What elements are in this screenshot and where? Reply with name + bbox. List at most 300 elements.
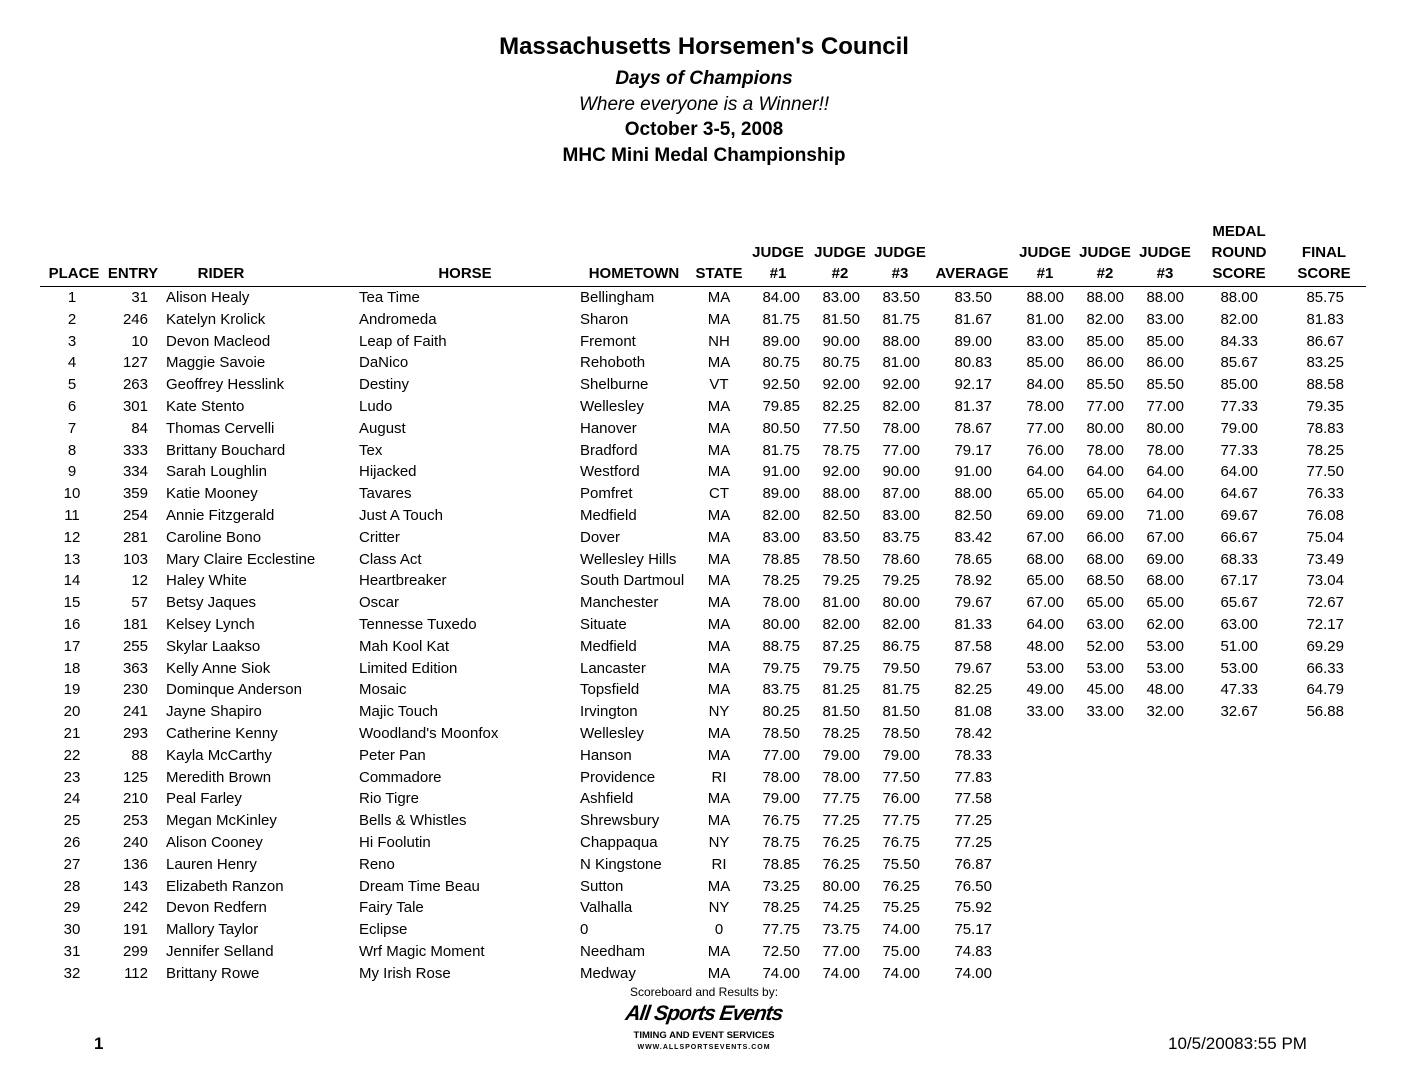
cell-j2: 76.25 bbox=[822, 834, 860, 851]
cell-place: 7 bbox=[67, 419, 77, 437]
cell-state: MA bbox=[707, 507, 731, 524]
cell-state: VT bbox=[709, 376, 729, 394]
cell-horse: Wrf Magic Moment bbox=[359, 943, 485, 960]
cell-j1: 84.00 bbox=[762, 289, 800, 306]
cell-m3: 62.00 bbox=[1146, 616, 1184, 633]
cell-entry: 263 bbox=[122, 376, 148, 394]
cell-hometown: Medfield bbox=[580, 507, 637, 524]
cell-entry: 334 bbox=[122, 463, 148, 481]
cell-horse: August bbox=[359, 419, 406, 437]
cell-average: 81.08 bbox=[954, 703, 992, 721]
cell-j2: 80.75 bbox=[822, 354, 860, 372]
cell-m1: 78.00 bbox=[1026, 398, 1064, 415]
cell-j3: 79.50 bbox=[882, 659, 920, 677]
table-row bbox=[0, 636, 1408, 658]
cell-average: 91.00 bbox=[954, 463, 992, 481]
cell-j2: 77.75 bbox=[822, 790, 860, 808]
cell-state: MA bbox=[707, 790, 731, 808]
cell-final: 72.67 bbox=[1306, 594, 1344, 612]
cell-medal: 64.00 bbox=[1220, 463, 1258, 481]
cell-final: 76.08 bbox=[1306, 507, 1344, 524]
cell-j1: 78.50 bbox=[762, 725, 800, 742]
cell-horse: Mah Kool Kat bbox=[359, 637, 450, 655]
cell-j3: 75.50 bbox=[882, 855, 920, 873]
cell-average: 75.92 bbox=[954, 899, 992, 917]
cell-place: 29 bbox=[63, 899, 81, 917]
cell-medal: 68.33 bbox=[1220, 550, 1258, 568]
cell-m1: 81.00 bbox=[1026, 310, 1064, 328]
cell-j2: 74.25 bbox=[822, 899, 860, 917]
page-number: 1 bbox=[94, 1034, 104, 1053]
table-row bbox=[0, 396, 1408, 418]
cell-rider: Katie Mooney bbox=[166, 485, 258, 503]
cell-m2: 65.00 bbox=[1086, 594, 1124, 612]
cell-entry: 31 bbox=[131, 289, 148, 306]
cell-m2: 68.00 bbox=[1086, 550, 1124, 568]
cell-hometown: Wellesley bbox=[580, 398, 644, 415]
cell-state: MA bbox=[707, 812, 731, 830]
cell-horse: Andromeda bbox=[359, 310, 437, 328]
cell-place: 14 bbox=[63, 572, 81, 590]
cell-j2: 88.00 bbox=[822, 485, 860, 503]
cell-m3: 85.00 bbox=[1146, 332, 1184, 350]
cell-rider: Jennifer Selland bbox=[166, 943, 274, 960]
cell-j1: 88.75 bbox=[762, 637, 800, 655]
cell-j3: 77.50 bbox=[882, 768, 920, 786]
cell-average: 77.58 bbox=[954, 790, 992, 808]
cell-j1: 83.00 bbox=[762, 528, 800, 546]
cell-final: 79.35 bbox=[1306, 398, 1344, 415]
cell-place: 28 bbox=[63, 877, 81, 895]
cell-horse: Dream Time Beau bbox=[359, 877, 480, 895]
cell-horse: Heartbreaker bbox=[359, 572, 447, 590]
cell-final: 73.49 bbox=[1306, 550, 1344, 568]
cell-j2: 83.50 bbox=[822, 528, 860, 546]
cell-horse: DaNico bbox=[359, 354, 409, 372]
cell-entry: 181 bbox=[122, 616, 148, 633]
cell-state: MA bbox=[707, 637, 731, 655]
cell-entry: 127 bbox=[122, 354, 148, 372]
cell-horse: Eclipse bbox=[359, 921, 408, 939]
cell-j2: 82.25 bbox=[822, 398, 860, 415]
cell-hometown: Medway bbox=[580, 964, 636, 982]
cell-m2: 85.00 bbox=[1086, 332, 1124, 350]
cell-horse: Woodland's Moonfox bbox=[359, 725, 499, 742]
cell-final: 78.25 bbox=[1306, 441, 1344, 459]
cell-entry: 363 bbox=[122, 659, 148, 677]
cell-entry: 241 bbox=[122, 703, 148, 721]
cell-j1: 82.00 bbox=[762, 507, 800, 524]
cell-medal: 67.17 bbox=[1220, 572, 1258, 590]
cell-m3: 68.00 bbox=[1146, 572, 1184, 590]
cell-m1: 84.00 bbox=[1026, 376, 1064, 394]
cell-final: 86.67 bbox=[1306, 332, 1344, 350]
table-row bbox=[0, 418, 1408, 440]
cell-m2: 52.00 bbox=[1086, 637, 1124, 655]
table-row bbox=[0, 723, 1408, 745]
cell-j3: 75.25 bbox=[882, 899, 920, 917]
cell-j2: 73.75 bbox=[822, 921, 860, 939]
cell-j2: 80.00 bbox=[822, 877, 860, 895]
cell-rider: Jayne Shapiro bbox=[166, 703, 262, 721]
cell-medal: 47.33 bbox=[1220, 681, 1258, 699]
cell-hometown: Medfield bbox=[580, 637, 637, 655]
cell-j1: 81.75 bbox=[762, 310, 800, 328]
cell-rider: Haley White bbox=[166, 572, 247, 590]
cell-j1: 79.85 bbox=[762, 398, 800, 415]
cell-horse: Hi Foolutin bbox=[359, 834, 431, 851]
cell-m2: 78.00 bbox=[1086, 441, 1124, 459]
report-dates: October 3-5, 2008 bbox=[624, 119, 784, 140]
cell-m1: 68.00 bbox=[1026, 550, 1064, 568]
cell-entry: 299 bbox=[122, 943, 148, 960]
cell-j1: 80.25 bbox=[762, 703, 800, 721]
cell-average: 78.92 bbox=[954, 572, 992, 590]
cell-hometown: 0 bbox=[580, 921, 589, 939]
cell-m2: 66.00 bbox=[1086, 528, 1124, 546]
cell-m3: 83.00 bbox=[1146, 310, 1184, 328]
table-row bbox=[0, 309, 1408, 331]
cell-j3: 87.00 bbox=[882, 485, 920, 503]
cell-medal: 64.67 bbox=[1220, 485, 1258, 503]
cell-medal: 32.67 bbox=[1220, 703, 1258, 721]
cell-average: 79.17 bbox=[954, 441, 992, 459]
cell-hometown: Chappaqua bbox=[580, 834, 658, 851]
cell-m1: 88.00 bbox=[1026, 289, 1064, 306]
cell-place: 11 bbox=[64, 507, 80, 524]
cell-m1: 67.00 bbox=[1026, 528, 1064, 546]
cell-state: MA bbox=[707, 463, 731, 481]
cell-j3: 81.75 bbox=[882, 681, 920, 699]
cell-j1: 89.00 bbox=[762, 332, 800, 350]
header-state: STATE bbox=[695, 265, 743, 282]
cell-state: MA bbox=[707, 616, 731, 633]
cell-average: 79.67 bbox=[954, 594, 992, 612]
cell-m2: 85.50 bbox=[1086, 376, 1124, 394]
cell-entry: 191 bbox=[122, 921, 148, 939]
cell-place: 26 bbox=[63, 834, 81, 851]
table-row bbox=[0, 941, 1408, 963]
header-judge2-line1: JUDGE bbox=[814, 244, 866, 261]
table-row bbox=[0, 919, 1408, 941]
cell-entry: 103 bbox=[122, 550, 148, 568]
cell-hometown: Westford bbox=[580, 463, 640, 481]
header-medal-line2: ROUND bbox=[1211, 244, 1267, 261]
cell-hometown: Topsfield bbox=[580, 681, 640, 699]
cell-hometown: Shelburne bbox=[580, 376, 649, 394]
cell-medal: 77.33 bbox=[1220, 441, 1258, 459]
cell-place: 25 bbox=[63, 812, 81, 830]
cell-entry: 12 bbox=[131, 572, 148, 590]
cell-j1: 79.00 bbox=[762, 790, 800, 808]
cell-average: 79.67 bbox=[954, 659, 992, 677]
cell-j3: 81.50 bbox=[882, 703, 920, 721]
cell-medal: 69.67 bbox=[1220, 507, 1258, 524]
table-row bbox=[0, 505, 1408, 527]
cell-place: 23 bbox=[63, 768, 81, 786]
cell-place: 15 bbox=[63, 594, 81, 612]
cell-rider: Meredith Brown bbox=[166, 768, 272, 786]
table-row bbox=[0, 287, 1408, 309]
cell-place: 2 bbox=[67, 310, 77, 328]
cell-entry: 136 bbox=[122, 855, 148, 873]
cell-average: 77.25 bbox=[954, 812, 992, 830]
cell-m1: 65.00 bbox=[1026, 485, 1064, 503]
table-row bbox=[0, 854, 1408, 876]
cell-j3: 92.00 bbox=[882, 376, 920, 394]
header-judge3-line1: JUDGE bbox=[874, 244, 926, 261]
cell-j2: 81.00 bbox=[822, 594, 860, 612]
cell-medal: 65.67 bbox=[1220, 594, 1258, 612]
table-row bbox=[0, 374, 1408, 396]
cell-rider: Brittany Bouchard bbox=[166, 441, 286, 459]
cell-j1: 89.00 bbox=[762, 485, 800, 503]
header-horse: HORSE bbox=[438, 265, 492, 282]
cell-j2: 79.00 bbox=[822, 746, 860, 764]
table-row bbox=[0, 701, 1408, 723]
cell-j1: 81.75 bbox=[762, 441, 800, 459]
cell-j1: 78.00 bbox=[762, 768, 800, 786]
table-row bbox=[0, 897, 1408, 919]
table-row bbox=[0, 832, 1408, 854]
cell-rider: Kayla McCarthy bbox=[166, 746, 272, 764]
cell-m1: 77.00 bbox=[1026, 419, 1064, 437]
cell-state: MA bbox=[707, 746, 731, 764]
cell-final: 77.50 bbox=[1306, 463, 1344, 481]
cell-j3: 88.00 bbox=[882, 332, 920, 350]
cell-entry: 125 bbox=[122, 768, 148, 786]
cell-j1: 77.00 bbox=[762, 746, 800, 764]
print-timestamp: 10/5/20083:55 PM bbox=[1168, 1034, 1307, 1053]
cell-place: 27 bbox=[63, 855, 81, 873]
cell-hometown: Wellesley bbox=[580, 725, 644, 742]
cell-entry: 301 bbox=[122, 398, 148, 415]
cell-j1: 83.75 bbox=[762, 681, 800, 699]
cell-j3: 79.25 bbox=[882, 572, 920, 590]
cell-m1: 53.00 bbox=[1026, 659, 1064, 677]
cell-m1: 49.00 bbox=[1026, 681, 1064, 699]
cell-horse: Tex bbox=[359, 441, 383, 459]
table-row bbox=[0, 592, 1408, 614]
cell-j3: 81.75 bbox=[882, 310, 920, 328]
cell-m2: 80.00 bbox=[1086, 419, 1124, 437]
cell-average: 92.17 bbox=[954, 376, 992, 394]
cell-place: 24 bbox=[63, 790, 81, 808]
cell-rider: Alison Healy bbox=[166, 289, 250, 306]
cell-place: 6 bbox=[67, 398, 77, 415]
event-name: MHC Mini Medal Championship bbox=[562, 145, 846, 166]
cell-place: 16 bbox=[63, 616, 81, 633]
cell-j2: 76.25 bbox=[822, 855, 860, 873]
cell-average: 76.87 bbox=[954, 855, 992, 873]
cell-j2: 87.25 bbox=[822, 637, 860, 655]
cell-m2: 69.00 bbox=[1086, 507, 1124, 524]
cell-average: 76.50 bbox=[954, 877, 992, 895]
cell-horse: Rio Tigre bbox=[359, 790, 420, 808]
cell-m1: 64.00 bbox=[1026, 463, 1064, 481]
cell-place: 32 bbox=[63, 964, 81, 982]
cell-m1: 48.00 bbox=[1026, 637, 1064, 655]
cell-average: 75.17 bbox=[954, 921, 992, 939]
cell-place: 8 bbox=[67, 441, 77, 459]
cell-m3: 53.00 bbox=[1146, 637, 1184, 655]
cell-horse: Mosaic bbox=[359, 681, 407, 699]
cell-entry: 242 bbox=[122, 899, 148, 917]
cell-entry: 253 bbox=[122, 812, 148, 830]
cell-entry: 84 bbox=[131, 419, 148, 437]
cell-state: MA bbox=[707, 398, 731, 415]
cell-state: RI bbox=[711, 768, 727, 786]
cell-average: 83.42 bbox=[954, 528, 992, 546]
cell-m3: 71.00 bbox=[1146, 507, 1184, 524]
cell-final: 56.88 bbox=[1306, 703, 1344, 721]
cell-place: 4 bbox=[67, 354, 77, 372]
cell-hometown: Bradford bbox=[580, 441, 638, 459]
header-judge2-line2: #2 bbox=[831, 265, 849, 282]
cell-j1: 74.00 bbox=[762, 964, 800, 982]
cell-j3: 82.00 bbox=[882, 398, 920, 415]
report-tagline: Where everyone is a Winner!! bbox=[578, 94, 830, 115]
table-row bbox=[0, 527, 1408, 549]
all-sports-events-logo: All Sports Events bbox=[624, 1002, 785, 1025]
cell-j2: 90.00 bbox=[822, 332, 860, 350]
cell-j1: 72.50 bbox=[762, 943, 800, 960]
cell-j1: 92.50 bbox=[762, 376, 800, 394]
cell-j3: 78.50 bbox=[882, 725, 920, 742]
cell-entry: 255 bbox=[122, 637, 148, 655]
cell-place: 5 bbox=[67, 376, 77, 394]
cell-horse: Just A Touch bbox=[359, 507, 443, 524]
table-row bbox=[0, 331, 1408, 353]
header-medal-line3: SCORE bbox=[1212, 265, 1266, 282]
table-row bbox=[0, 658, 1408, 680]
cell-medal: 84.33 bbox=[1220, 332, 1258, 350]
cell-horse: Destiny bbox=[359, 376, 410, 394]
header-entry: ENTRY bbox=[107, 265, 159, 282]
cell-average: 81.33 bbox=[954, 616, 992, 633]
cell-place: 30 bbox=[63, 921, 81, 939]
table-row bbox=[0, 483, 1408, 505]
cell-j3: 83.50 bbox=[882, 289, 920, 306]
cell-rider: Kelsey Lynch bbox=[166, 616, 255, 633]
cell-entry: 246 bbox=[122, 310, 148, 328]
cell-hometown: Irvington bbox=[580, 703, 638, 721]
cell-rider: Brittany Rowe bbox=[166, 964, 260, 982]
cell-j3: 80.00 bbox=[882, 594, 920, 612]
cell-m2: 77.00 bbox=[1086, 398, 1124, 415]
cell-m1: 69.00 bbox=[1026, 507, 1064, 524]
cell-j3: 76.25 bbox=[882, 877, 920, 895]
cell-final: 75.04 bbox=[1306, 528, 1344, 546]
cell-average: 81.37 bbox=[954, 398, 992, 415]
cell-medal: 82.00 bbox=[1220, 310, 1258, 328]
cell-state: MA bbox=[707, 659, 731, 677]
cell-j1: 80.75 bbox=[762, 354, 800, 372]
report-title: Massachusetts Horsemen's Council bbox=[499, 33, 909, 60]
cell-entry: 88 bbox=[131, 746, 148, 764]
cell-medal: 85.00 bbox=[1220, 376, 1258, 394]
cell-rider: Thomas Cervelli bbox=[166, 419, 275, 437]
cell-final: 64.79 bbox=[1306, 681, 1344, 699]
cell-rider: Mallory Taylor bbox=[166, 921, 259, 939]
cell-state: 0 bbox=[714, 921, 724, 939]
cell-place: 19 bbox=[63, 681, 81, 699]
cell-state: NH bbox=[708, 332, 730, 350]
cell-hometown: Sutton bbox=[580, 877, 624, 895]
cell-horse: Tea Time bbox=[359, 289, 420, 306]
cell-entry: 293 bbox=[122, 725, 148, 742]
cell-j3: 76.75 bbox=[882, 834, 920, 851]
cell-hometown: Dover bbox=[580, 528, 621, 546]
cell-rider: Dominque Anderson bbox=[166, 681, 302, 699]
cell-final: 85.75 bbox=[1306, 289, 1344, 306]
cell-entry: 10 bbox=[131, 332, 148, 350]
cell-horse: Reno bbox=[359, 855, 395, 873]
cell-rider: Devon Macleod bbox=[166, 332, 271, 350]
cell-hometown: Manchester bbox=[580, 594, 659, 612]
logo-tagline: TIMING AND EVENT SERVICES bbox=[633, 1030, 775, 1041]
cell-place: 17 bbox=[63, 637, 81, 655]
cell-m3: 77.00 bbox=[1146, 398, 1184, 415]
cell-m3: 64.00 bbox=[1146, 463, 1184, 481]
cell-state: CT bbox=[709, 485, 729, 503]
cell-j3: 74.00 bbox=[882, 964, 920, 982]
table-row bbox=[0, 745, 1408, 767]
cell-place: 1 bbox=[67, 289, 77, 306]
header-medal-judge2-line2: #2 bbox=[1096, 265, 1114, 282]
cell-final: 81.83 bbox=[1306, 310, 1344, 328]
cell-m2: 65.00 bbox=[1086, 485, 1124, 503]
cell-state: MA bbox=[707, 441, 731, 459]
cell-entry: 240 bbox=[122, 834, 148, 851]
cell-final: 78.83 bbox=[1306, 419, 1344, 437]
cell-j2: 81.25 bbox=[822, 681, 860, 699]
cell-j2: 92.00 bbox=[822, 376, 860, 394]
header-medal-judge1-line2: #1 bbox=[1036, 265, 1054, 282]
cell-j1: 76.75 bbox=[762, 812, 800, 830]
cell-j3: 77.75 bbox=[882, 812, 920, 830]
cell-j2: 77.00 bbox=[822, 943, 860, 960]
cell-state: MA bbox=[707, 528, 731, 546]
cell-j1: 78.00 bbox=[762, 594, 800, 612]
cell-state: MA bbox=[707, 964, 731, 982]
cell-j3: 86.75 bbox=[882, 637, 920, 655]
cell-m3: 80.00 bbox=[1146, 419, 1184, 437]
cell-place: 31 bbox=[63, 943, 81, 960]
cell-hometown: Sharon bbox=[580, 310, 629, 328]
cell-state: MA bbox=[707, 310, 731, 328]
cell-j1: 78.25 bbox=[762, 899, 800, 917]
cell-m2: 63.00 bbox=[1086, 616, 1124, 633]
cell-place: 3 bbox=[67, 332, 77, 350]
cell-m2: 82.00 bbox=[1086, 310, 1124, 328]
cell-hometown: Pomfret bbox=[580, 485, 633, 503]
cell-final: 73.04 bbox=[1306, 572, 1344, 590]
table-row bbox=[0, 767, 1408, 789]
cell-j2: 82.00 bbox=[822, 616, 860, 633]
cell-medal: 66.67 bbox=[1220, 528, 1258, 546]
cell-final: 69.29 bbox=[1306, 637, 1344, 655]
cell-hometown: Providence bbox=[580, 768, 656, 786]
cell-m1: 64.00 bbox=[1026, 616, 1064, 633]
header-judge1-line1: JUDGE bbox=[752, 244, 804, 261]
cell-rider: Katelyn Krolick bbox=[166, 310, 266, 328]
report-subtitle: Days of Champions bbox=[615, 68, 793, 89]
cell-horse: Commadore bbox=[359, 768, 442, 786]
cell-medal: 51.00 bbox=[1220, 637, 1258, 655]
cell-entry: 57 bbox=[131, 594, 148, 612]
cell-entry: 254 bbox=[122, 507, 148, 524]
